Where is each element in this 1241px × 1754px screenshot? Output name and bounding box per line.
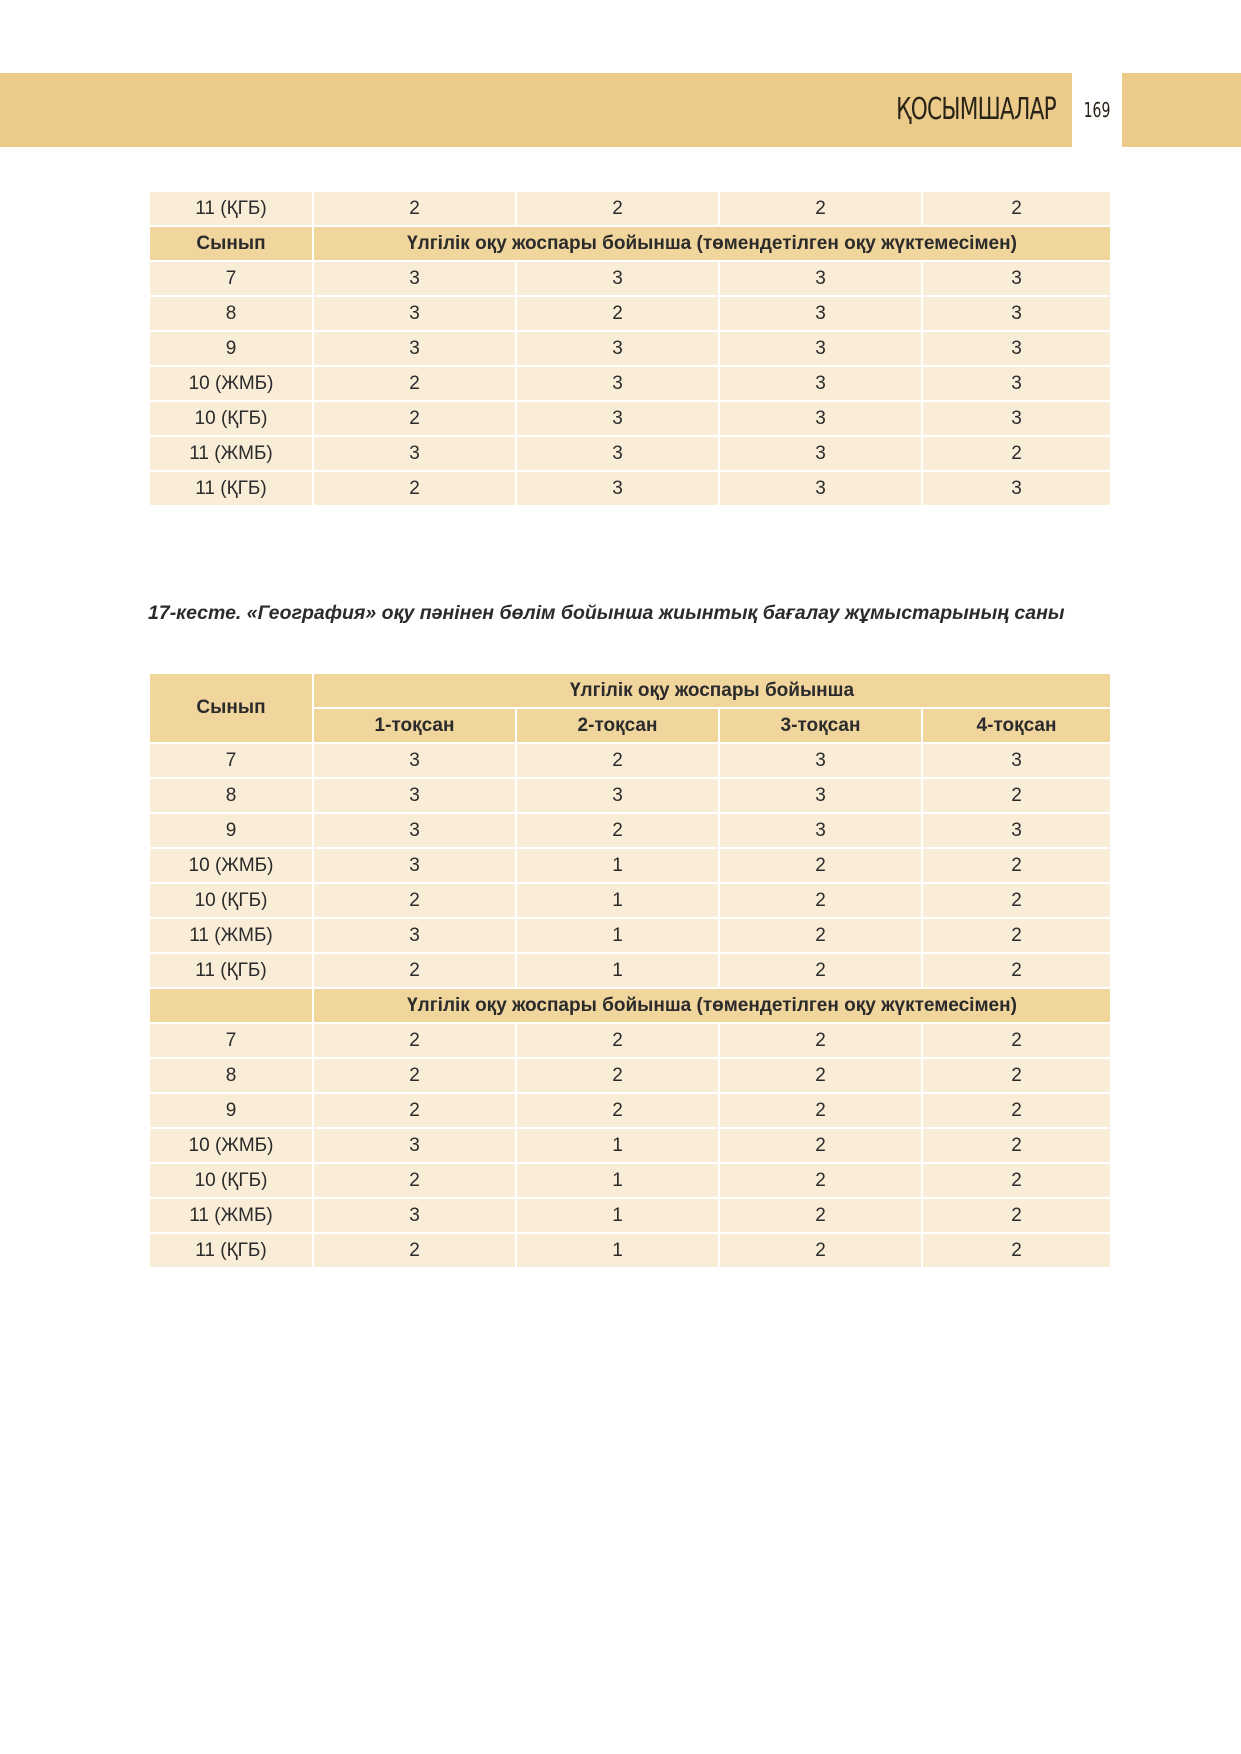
value-cell: 2 [719,1023,922,1058]
value-cell: 2 [922,1198,1111,1233]
value-cell: 2 [313,471,516,506]
reduced-header-row [149,988,1111,1023]
value-cell: 2 [922,1128,1111,1163]
value-cell: 2 [922,1058,1111,1093]
value-cell: 3 [922,743,1111,778]
class-cell: 10 (ҚГБ) [149,401,313,436]
value-cell: 2 [313,1023,516,1058]
class-cell: 9 [149,331,313,366]
value-cell: 3 [516,401,719,436]
header-row [149,673,1111,708]
value-cell: 2 [313,1093,516,1128]
value-cell: 2 [922,918,1111,953]
class-cell: 11 (ЖМБ) [149,436,313,471]
value-cell: 3 [719,366,922,401]
value-cell: 2 [313,1163,516,1198]
value-cell: 3 [313,813,516,848]
value-cell: 1 [516,883,719,918]
value-cell: 3 [516,366,719,401]
class-cell: 8 [149,1058,313,1093]
value-cell: 2 [719,1163,922,1198]
class-cell: 10 (ҚГБ) [149,883,313,918]
table-row [149,743,1111,778]
value-cell: 2 [719,1093,922,1128]
table-row [149,883,1111,918]
value-cell: 1 [516,848,719,883]
table-row [149,848,1111,883]
value-cell: 2 [313,366,516,401]
table-row [149,366,1111,401]
value-cell: 2 [922,778,1111,813]
value-cell: 3 [516,331,719,366]
quarter-header: 1-тоқсан [313,708,516,743]
value-cell: 2 [516,1023,719,1058]
value-cell: 3 [922,471,1111,506]
value-cell: 3 [922,366,1111,401]
table-row [149,1093,1111,1128]
value-cell: 2 [516,191,719,226]
value-cell: 3 [313,743,516,778]
table-row [149,1128,1111,1163]
value-cell: 3 [516,778,719,813]
value-cell: 3 [313,436,516,471]
class-cell: 8 [149,296,313,331]
value-cell: 3 [922,331,1111,366]
table-row [149,471,1111,506]
value-cell: 3 [313,331,516,366]
value-cell: 3 [719,436,922,471]
section-title: ҚОСЫМШАЛАР [896,92,1056,127]
class-cell: 10 (ҚГБ) [149,1163,313,1198]
quarter-header: 3-тоқсан [719,708,922,743]
value-cell: 1 [516,953,719,988]
table-row [149,778,1111,813]
value-cell: 3 [719,296,922,331]
value-cell: 3 [313,296,516,331]
value-cell: 1 [516,1128,719,1163]
value-cell: 2 [313,1058,516,1093]
class-cell: 10 (ЖМБ) [149,366,313,401]
table-row [149,1233,1111,1268]
table-row [149,331,1111,366]
class-cell: 11 (ҚГБ) [149,953,313,988]
class-column-header: Сынып [149,226,313,261]
value-cell: 3 [313,1198,516,1233]
class-cell: 11 (ҚГБ) [149,1233,313,1268]
value-cell: 3 [719,743,922,778]
value-cell: 3 [719,331,922,366]
class-column-header: Сынып [149,673,313,743]
page-number-box [1072,73,1122,147]
value-cell: 3 [313,918,516,953]
value-cell: 2 [922,191,1111,226]
table-row [149,296,1111,331]
class-cell: 9 [149,813,313,848]
value-cell: 2 [516,743,719,778]
table-row [149,1023,1111,1058]
table-row [149,953,1111,988]
value-cell: 2 [516,813,719,848]
value-cell: 2 [922,436,1111,471]
value-cell: 3 [719,778,922,813]
quarter-header: 2-тоқсан [516,708,719,743]
value-cell: 2 [922,1163,1111,1198]
table-row [149,191,1111,226]
plan-group-header: Үлгілік оқу жоспары бойынша [313,673,1111,708]
table-row [149,1163,1111,1198]
value-cell: 3 [922,813,1111,848]
section-header-row [149,226,1111,261]
class-cell: 9 [149,1093,313,1128]
reduced-plan-header: Үлгілік оқу жоспары бойынша (төмендетілген оқу жүктемесімен) [313,988,1111,1023]
value-cell: 2 [922,883,1111,918]
table-row [149,1198,1111,1233]
value-cell: 2 [313,401,516,436]
value-cell: 2 [516,296,719,331]
value-cell: 3 [719,471,922,506]
value-cell: 3 [516,261,719,296]
value-cell: 2 [313,191,516,226]
value-cell: 2 [313,883,516,918]
value-cell: 2 [922,953,1111,988]
class-cell: 7 [149,743,313,778]
value-cell: 2 [313,953,516,988]
value-cell: 2 [922,1023,1111,1058]
quarter-header: 4-тоқсан [922,708,1111,743]
class-cell: 10 (ЖМБ) [149,848,313,883]
value-cell: 3 [922,401,1111,436]
value-cell: 2 [719,1233,922,1268]
value-cell: 2 [719,848,922,883]
value-cell: 2 [719,1058,922,1093]
value-cell: 1 [516,1163,719,1198]
value-cell: 3 [313,261,516,296]
value-cell: 1 [516,1198,719,1233]
value-cell: 2 [516,1093,719,1128]
class-cell: 11 (ҚГБ) [149,191,313,226]
value-cell: 3 [719,401,922,436]
table-row [149,918,1111,953]
class-cell: 11 (ҚГБ) [149,471,313,506]
value-cell: 2 [719,1198,922,1233]
value-cell: 3 [719,261,922,296]
value-cell: 1 [516,918,719,953]
value-cell: 2 [719,953,922,988]
value-cell: 2 [922,1233,1111,1268]
value-cell: 2 [922,1093,1111,1128]
value-cell: 2 [313,1233,516,1268]
value-cell: 3 [922,296,1111,331]
table-row [149,261,1111,296]
class-cell: 7 [149,1023,313,1058]
value-cell: 3 [313,778,516,813]
value-cell: 2 [516,1058,719,1093]
value-cell: 1 [516,1233,719,1268]
class-cell: 7 [149,261,313,296]
class-cell: 11 (ЖМБ) [149,1198,313,1233]
class-cell: 10 (ЖМБ) [149,1128,313,1163]
value-cell: 3 [719,813,922,848]
value-cell: 3 [313,1128,516,1163]
geography-table [148,672,1112,1269]
table-row [149,436,1111,471]
value-cell: 2 [719,883,922,918]
table-row [149,1058,1111,1093]
value-cell: 2 [922,848,1111,883]
table-row [149,401,1111,436]
table-caption: 17-кесте. «География» оқу пәнінен бөлім бойынша жиынтық бағалау жұмыстарының саны [148,602,1065,624]
value-cell: 2 [719,191,922,226]
table-continued [148,190,1112,507]
table-row [149,813,1111,848]
value-cell: 2 [719,918,922,953]
reduced-plan-header: Үлгілік оқу жоспары бойынша (төмендетілген оқу жүктемесімен) [313,226,1111,261]
value-cell: 3 [922,261,1111,296]
value-cell: 3 [313,848,516,883]
value-cell: 3 [516,471,719,506]
value-cell: 3 [516,436,719,471]
page-number: 169 [1083,98,1111,122]
class-cell: 11 (ЖМБ) [149,918,313,953]
empty-header-cell [149,988,313,1023]
class-cell: 8 [149,778,313,813]
value-cell: 2 [719,1128,922,1163]
